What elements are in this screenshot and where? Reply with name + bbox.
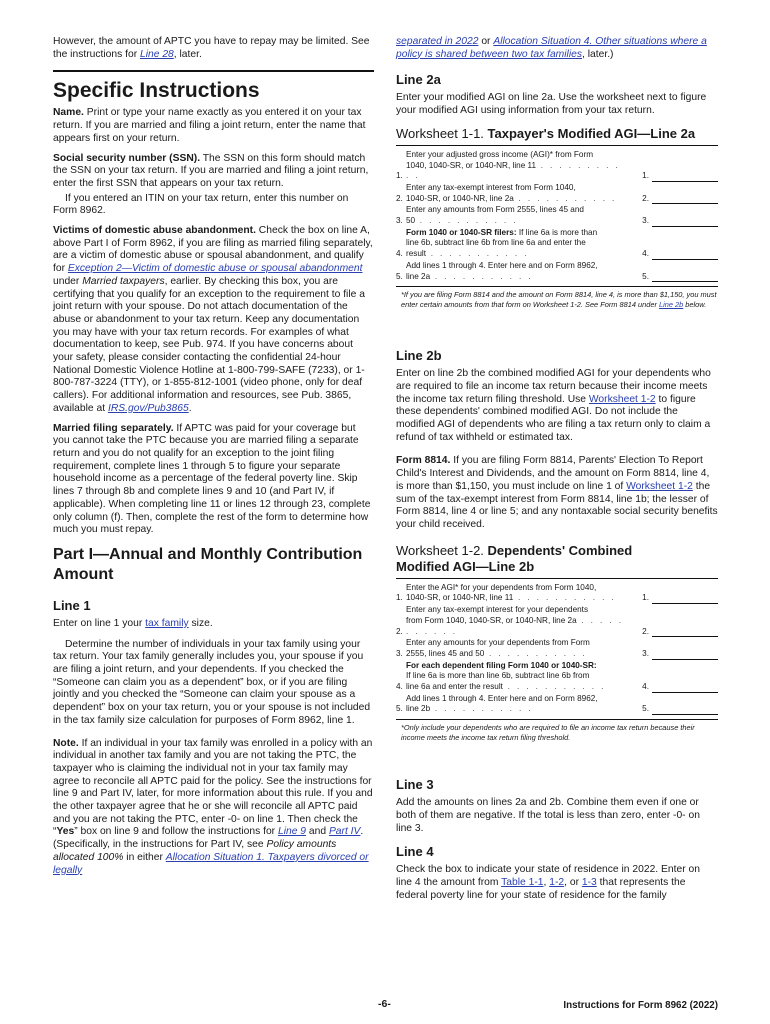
worksheet-row-number: 4. xyxy=(396,682,403,692)
worksheet-entry-number: 5. xyxy=(642,271,649,281)
worksheet-row-text xyxy=(406,694,628,715)
worksheet-row-line: line 2a xyxy=(406,271,431,281)
worksheet-row-line: If line 6a is more than xyxy=(518,227,598,237)
worksheet-row xyxy=(396,205,718,226)
worksheet-1-2-link-2[interactable]: Worksheet 1-2 xyxy=(626,480,693,492)
worksheet-entry-number: 5. xyxy=(642,704,649,714)
line3-text: Add the amounts on lines 2a and 2b. Combine them even if one or both of them are negative. If the total is less than zero, enter -0- on line 3. xyxy=(396,797,700,834)
separated-2022-link[interactable]: separated in 2022 xyxy=(396,36,479,47)
worksheet-row-text xyxy=(406,205,628,226)
worksheet-entry-line[interactable] xyxy=(628,194,718,205)
note-paragraph: Note. If an individual in your tax family was enrolled in a policy with an individual in another tax family and you are not taking the PTC, the taxpayer who is claiming the individual not in your tax family may agree to reconcile all APTC paid for the policy. See the instructions for line 9 and Part IV, later, for more information about this rule. If you and the other taxpayer agree that he or she will reconcile all APTC paid and you are not taking the PTC, enter -0- on line 1. Then check the “Yes” box on line 9 and follow the instructions for Line 9 and Part IV. (Specifically, in the instructions for Part IV, see Policy amounts allocated 100% in either Allocation Situation 1. Taxpayers divorced or legally xyxy=(53,737,373,876)
worksheet-row-text xyxy=(406,583,628,604)
worksheet-row-line: Enter any tax-exempt interest from Form 1040, xyxy=(406,182,576,192)
line1-heading: Line 1 xyxy=(53,597,91,613)
worksheet-row-number: 2. xyxy=(396,626,403,636)
worksheet-row-text xyxy=(406,150,628,182)
worksheet-row xyxy=(396,228,718,260)
worksheet-entry-number: 4. xyxy=(642,682,649,692)
worksheet-row-number: 1. xyxy=(396,171,403,181)
leader-dots: . . . . . . . . . . . xyxy=(415,216,518,226)
worksheet-row-line: 50 xyxy=(406,216,416,226)
specific-instructions-rule xyxy=(53,70,374,103)
table-1-3-link[interactable]: 1-3 xyxy=(581,876,597,888)
line2a-text: Enter your modified AGI on line 2a. Use the worksheet next to figure your modified AGI using information from your tax return. xyxy=(396,92,707,117)
worksheet-row-line: line 6b, subtract line 6b from line 6a and enter the xyxy=(406,238,586,248)
worksheet-entry-number: 1. xyxy=(642,593,649,603)
line3-heading: Line 3 xyxy=(396,777,434,793)
leader-dots: . . . . . . . . . . . xyxy=(502,682,606,692)
line1-p1: Enter on line 1 your tax family size. xyxy=(53,617,213,629)
worksheet-row-text xyxy=(406,261,628,282)
leader-dots: . . . . . . . . . . . xyxy=(406,160,621,181)
worksheet-row-text xyxy=(406,638,628,659)
line2b-text: Enter on line 2b the combined modified AGI for your dependents who are required to file an income tax return because their income meets the income tax return filing threshold. Use Worksheet 1-2 to figure these dependents' combined modified AGI. Do not include the modified AGI of dependents who are filing a tax return only to claim a refund of tax withheld or estimated tax. xyxy=(396,368,711,443)
line-9-link[interactable]: Line 9 xyxy=(277,826,307,838)
worksheet-row-line: Enter any amounts from Form 2555, lines 45 and xyxy=(406,205,584,215)
worksheet-row-line: Enter any amounts for your dependents from Form xyxy=(406,638,590,648)
worksheet-entry-line[interactable] xyxy=(628,593,718,604)
tax-family-link[interactable]: tax family xyxy=(145,617,189,629)
leader-dots: . . . . . . . . . . . xyxy=(430,704,533,714)
worksheet-1-2-footnote: *Only include your dependents who are required to file an income tax return because their income meets the income tax return filing threshold. xyxy=(401,723,695,743)
worksheet-row-line: 1040, 1040-SR, or 1040-NR, line 11 xyxy=(406,160,537,170)
worksheet-entry-line[interactable] xyxy=(628,272,718,283)
itin-paragraph: If you entered an ITIN on your tax return, enter this number on Form 8962. xyxy=(53,192,349,217)
worksheet-row-line: 2555, lines 45 and 50 xyxy=(406,648,485,658)
worksheet-entry-line[interactable] xyxy=(628,171,718,182)
exception-2-link[interactable]: Exception 2—Victim of domestic abuse or spousal abandonment xyxy=(67,263,363,275)
page-form-title: Instructions for Form 8962 (2022) xyxy=(563,1000,718,1011)
part1-heading: Part I—Annual and Monthly Contribution Amount xyxy=(53,545,363,583)
worksheet-row-text xyxy=(406,228,628,260)
worksheet-row-line: Enter your adjusted gross income (AGI)* from Form xyxy=(406,149,594,159)
line-28-link[interactable]: Line 28 xyxy=(140,48,174,60)
line4-heading: Line 4 xyxy=(396,844,434,860)
worksheet-row-number: 5. xyxy=(396,704,403,714)
worksheet-entry-line[interactable] xyxy=(628,627,718,638)
worksheet-entry-number: 2. xyxy=(642,626,649,636)
name-paragraph: Name. Print or type your name exactly as you entered it on your tax return. If you are married and filing a joint return, enter the name that appears first on your return. xyxy=(53,107,366,144)
form8814-paragraph: Form 8814. If you are filing Form 8814, Parents' Election To Report Child's Interest and Dividends, and the amount on Form 8814, line 4, is more than $1,150, you must include on line 1 of Worksheet 1-2 the sum of the tax-exempt interest from Form 8814, line 1b; the lesser of Form 8814, line 4 or line 5; and any nontaxable social security benefits your child received. xyxy=(396,455,718,530)
specific-instructions-heading: Specific Instructions xyxy=(53,79,260,103)
worksheet-entry-blank[interactable] xyxy=(652,683,718,693)
line1-p2: Determine the number of individuals in your tax family using your tax return. Your tax family generally includes you, your spouse if you are filing a joint return, and your dependents. If you checked the “Someone can claim you as a dependent” box, or if you are filing jointly and you checked the “Someone can claim your spouse as a dependent” box on your tax return, you or your spouse is not included in the tax family size calculation for purposes of Form 8962, line 1. xyxy=(53,638,371,726)
worksheet-entry-number: 4. xyxy=(642,249,649,259)
worksheet-row-line: line 6a and enter the result xyxy=(406,682,503,692)
worksheet-entry-blank[interactable] xyxy=(652,272,718,282)
worksheet-entry-blank[interactable] xyxy=(652,650,718,660)
worksheet-entry-blank[interactable] xyxy=(652,627,718,637)
line-2b-link[interactable]: Line 2b xyxy=(658,300,684,310)
worksheet-row-line: Add lines 1 through 4. Enter here and on Form 8962, xyxy=(406,693,598,703)
worksheet-entry-number: 3. xyxy=(642,216,649,226)
worksheet-row-line: from Form 1040, 1040-SR, or 1040-NR, line 2a xyxy=(406,615,577,625)
worksheet-row xyxy=(396,261,718,282)
line4-text: Check the box to indicate your state of residence in 2022. Enter on line 4 the amount from Table 1-1, 1-2, or 1-3 that represents the federal poverty line for your state of residence for the family xyxy=(396,864,700,901)
leader-dots: . . . . . . . . . . . xyxy=(426,249,529,259)
leader-dots: . . . . . . . . . . . xyxy=(406,615,624,636)
worksheet-row-line: Add lines 1 through 4. Enter here and on Form 8962, xyxy=(406,260,598,270)
worksheet-1-1-title: Worksheet 1-1. Taxpayer's Modified AGI—Line 2a xyxy=(396,125,696,141)
mfs-paragraph: Married filing separately. If APTC was paid for your coverage but you cannot take the PTC because you are married filing a separate return and you do not qualify for an exception to the joint filing requirement, complete lines 1 through 5 to figure your separate household income as a percentage of the federal poverty line. Skip lines 7 through 8b and complete lines 9 and 10 (and Part IV, if applicable). When completing line 11 or lines 12 through 23, complete only column (f). Then, complete the rest of the form to determine how much you must repay. xyxy=(53,422,371,536)
worksheet-row-number: 4. xyxy=(396,249,403,259)
worksheet-row-number: 3. xyxy=(396,648,403,658)
worksheet-entry-blank[interactable] xyxy=(652,594,718,604)
worksheet-row-number: 2. xyxy=(396,193,403,203)
worksheet-row xyxy=(396,638,718,659)
worksheet-row-text xyxy=(406,661,628,693)
worksheet-entry-line[interactable] xyxy=(628,682,718,693)
leader-dots: . . . . . . . . . . . xyxy=(484,648,588,658)
worksheet-row-text xyxy=(406,605,628,637)
left-column xyxy=(53,36,374,877)
worksheet-entry-line[interactable] xyxy=(628,649,718,660)
page-number: -6- xyxy=(378,998,391,1010)
worksheet-entry-line[interactable] xyxy=(628,704,718,715)
worksheet-row-line: 1040-SR, or 1040-NR, line 2a xyxy=(406,193,514,203)
part-iv-link[interactable]: Part IV xyxy=(328,826,361,838)
worksheet-row-bold-prefix: Form 1040 or 1040-SR filers: xyxy=(406,227,517,237)
victims-paragraph: Victims of domestic abuse abandonment. Check the box on line A, above Part I of Form 8962, if you are filing as married filing separately, are a victim of domestic abuse or spousal abandonment, and qualify for Exception 2—Victim of domestic abuse or spousal abandonment under Married taxpayers, earlier. By checking this box, you are certifying that you qualify for an exception to the requirement to file a joint return with your spouse. Do not attach documentation of the abuse or abandonment to your tax return. Keep any documentation you may have with your tax return records. For examples of what documentation to keep, see Pub. 974. If you have concerns about your safety, please consider contacting the confidential 24-hour National Domestic Violence Hotline at 1-800-799-SAFE (7233), or 1-800-787-3224 (TTY), or 1-855-812-1001 (video phone, only for deaf callers). For additional information and resources, see Pub. 3865, available at IRS.gov/Pub3865. xyxy=(53,225,373,414)
leader-dots: . . . . . . . . . . . xyxy=(513,593,617,603)
worksheet-entry-number: 1. xyxy=(642,171,649,181)
worksheet-1-2 xyxy=(396,578,718,720)
intro-paragraph: However, the amount of APTC you have to repay may be limited. See the instructions for Line 28, later. xyxy=(53,36,370,60)
line2b-heading: Line 2b xyxy=(396,348,442,364)
worksheet-row-line: line 2b xyxy=(406,704,431,714)
right-column xyxy=(396,36,718,902)
worksheet-1-1-footnote: *If you are filing Form 8814 and the amount on Form 8814, line 4, is more than $1,150, you must enter certain amounts from that form on Worksheet 1-2. See Form 8814 under Line 2b below. xyxy=(401,290,717,310)
worksheet-row-number: 5. xyxy=(396,271,403,281)
worksheet-row-line: 1040-SR, or 1040-NR, line 11 xyxy=(406,593,514,603)
worksheet-entry-blank[interactable] xyxy=(652,250,718,260)
table-1-1-link[interactable]: Table 1-1 xyxy=(501,876,544,888)
worksheet-row-line: Enter any tax-exempt interest for your dependents xyxy=(406,605,589,615)
worksheet-row-bold-prefix: For each dependent filing Form 1040 or 1040-SR: xyxy=(406,660,597,670)
pub3865-link[interactable]: IRS.gov/Pub3865 xyxy=(107,402,189,414)
worksheet-entry-blank[interactable] xyxy=(652,217,718,227)
worksheet-1-1 xyxy=(396,145,718,287)
worksheet-1-2-title: Worksheet 1-2. Dependents' Combined Modified AGI—Line 2b xyxy=(396,542,633,574)
worksheet-row xyxy=(396,661,718,693)
ssn-paragraph: Social security number (SSN). The SSN on this form should match the SSN on your tax return. If you are married and filing a joint return, enter the first SSN that appears on your tax return. xyxy=(53,152,369,189)
table-1-2-link[interactable]: 1-2 xyxy=(549,876,565,888)
worksheet-row-number: 1. xyxy=(396,593,403,603)
worksheet-entry-line[interactable] xyxy=(628,216,718,227)
worksheet-row xyxy=(396,150,718,182)
worksheet-entry-blank[interactable] xyxy=(652,194,718,204)
worksheet-entry-blank[interactable] xyxy=(652,705,718,715)
allocation-situation-1-link[interactable]: Allocation Situation 1. Taxpayers divorced or legally xyxy=(53,851,369,876)
worksheet-row-number: 3. xyxy=(396,216,403,226)
leader-dots: . . . . . . . . . . . xyxy=(430,271,533,281)
worksheet-row xyxy=(396,605,718,637)
worksheet-row-line: Enter the AGI* for your dependents from Form 1040, xyxy=(406,582,597,592)
leader-dots: . . . . . . . . . . . xyxy=(513,193,617,203)
worksheet-1-2-link[interactable]: Worksheet 1-2 xyxy=(588,393,656,405)
continuation-paragraph: separated in 2022 or Allocation Situation 4. Other situations where a policy is shared between two tax families, later.) xyxy=(396,36,707,60)
worksheet-row xyxy=(396,183,718,204)
worksheet-row-text xyxy=(406,183,628,204)
worksheet-entry-number: 2. xyxy=(642,193,649,203)
allocation-situation-4-link[interactable]: Allocation Situation 4. Other situations where a policy is shared between two tax families xyxy=(396,36,707,60)
worksheet-entry-blank[interactable] xyxy=(652,172,718,182)
line2a-heading: Line 2a xyxy=(396,72,441,88)
worksheet-row xyxy=(396,583,718,604)
worksheet-entry-number: 3. xyxy=(642,648,649,658)
worksheet-row-line: If line 6a is more than line 6b, subtract line 6b from xyxy=(406,671,590,681)
worksheet-entry-line[interactable] xyxy=(628,249,718,260)
worksheet-row-line: result xyxy=(406,249,427,259)
worksheet-row xyxy=(396,694,718,715)
